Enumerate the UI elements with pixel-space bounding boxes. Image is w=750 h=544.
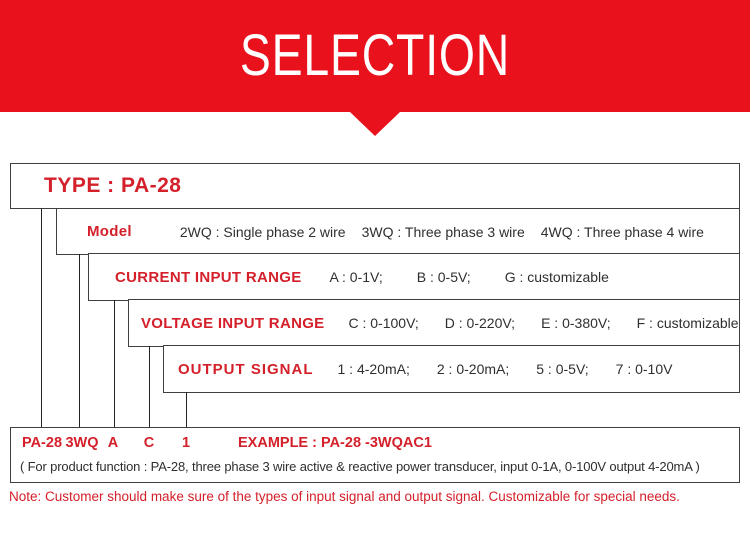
current-option-g: G : customizable [504, 269, 609, 285]
voltage-input-range-options [348, 315, 738, 331]
output-option-5: 5 : 0-5V; [536, 361, 589, 377]
voltage-option-c: C : 0-100V; [348, 315, 419, 331]
model-option-3wq: 3WQ : Three phase 3 wire [361, 223, 525, 240]
page-title: SELECTION [239, 23, 511, 88]
connector-line-model [79, 254, 80, 427]
type-label: TYPE : PA-28 [44, 174, 182, 197]
note-text: Note: Customer should make sure of the types of input signal and output signal. Customizable for special needs. [9, 489, 680, 504]
output-signal-options [338, 361, 673, 377]
example-code-voltage: C [143, 435, 155, 451]
model-row [56, 208, 740, 255]
example-label: EXAMPLE : PA-28 -3WQAC1 [238, 435, 432, 451]
model-option-2wq: 2WQ : Single phase 2 wire [179, 223, 346, 240]
connector-line-output [186, 392, 187, 427]
connector-line-type [41, 208, 42, 427]
output-signal-row [163, 345, 740, 393]
connector-line-current [114, 300, 115, 427]
current-input-range-row [88, 253, 740, 301]
current-input-range-options [330, 269, 609, 285]
connector-line-voltage [149, 346, 150, 427]
current-input-range-label: CURRENT INPUT RANGE [115, 268, 302, 286]
example-code-model: 3WQ [65, 435, 99, 451]
current-option-a: A : 0-1V; [329, 269, 383, 285]
banner-pointer-arrow [350, 112, 400, 136]
voltage-input-range-label: VOLTAGE INPUT RANGE [141, 314, 325, 332]
output-option-2: 2 : 0-20mA; [436, 361, 510, 377]
example-code-current: A [107, 435, 119, 451]
example-code-type: PA-28 [21, 435, 63, 451]
model-row-label: Model [87, 223, 132, 240]
example-code-output: 1 [181, 435, 191, 451]
example-box [10, 427, 740, 483]
output-option-1: 1 : 4-20mA; [337, 361, 410, 377]
voltage-option-e: E : 0-380V; [541, 315, 611, 331]
model-row-options [180, 224, 704, 240]
example-description: ( For product function : PA-28, three phase 3 wire active & reactive power transducer, input 0-1A, 0-100V output 4-20mA ) [20, 459, 700, 474]
voltage-input-range-row [128, 299, 740, 347]
model-option-4wq: 4WQ : Three phase 4 wire [540, 223, 704, 240]
output-option-7: 7 : 0-10V [615, 361, 673, 377]
header-banner [0, 0, 750, 112]
current-option-b: B : 0-5V; [416, 269, 471, 285]
voltage-option-f: F : customizable [636, 315, 739, 331]
output-signal-label: OUTPUT SIGNAL [178, 360, 314, 378]
type-box [10, 163, 740, 209]
voltage-option-d: D : 0-220V; [444, 315, 516, 331]
